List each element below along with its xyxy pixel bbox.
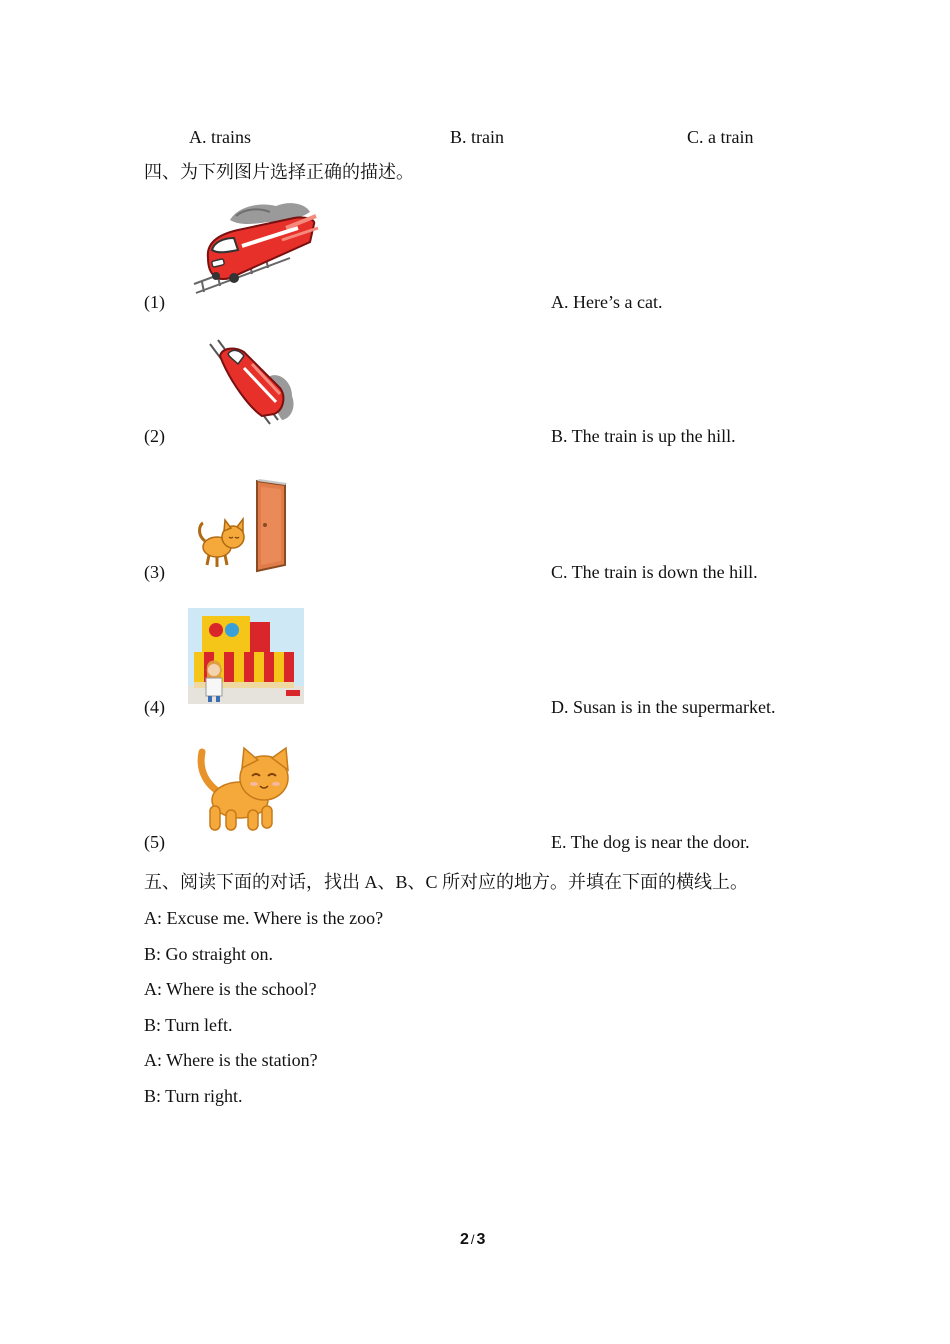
page-total: 3 [476, 1231, 486, 1248]
option-c-description: C. The train is down the hill. [551, 562, 758, 582]
train-icon [190, 198, 320, 298]
option-c-a-train: C. a train [687, 127, 754, 147]
section5-heading: 五、阅读下面的对话，找出 A、B、C 所对应的地方。并填在下面的横线上。 [144, 872, 749, 892]
dialogue-line-4: B: Turn left. [144, 1015, 233, 1035]
cat-door-icon [195, 477, 295, 577]
page-current: 2 [460, 1231, 469, 1248]
item-number-3: (3) [144, 562, 165, 582]
option-b-train: B. train [450, 127, 504, 147]
dialogue-line-5: A: Where is the station? [144, 1050, 318, 1070]
option-b-description: B. The train is up the hill. [551, 426, 736, 446]
option-a-description: A. Here’s a cat. [551, 292, 663, 312]
supermarket-icon [188, 608, 304, 704]
section4-heading: 四、为下列图片选择正确的描述。 [144, 162, 414, 182]
item-number-1: (1) [144, 292, 165, 312]
option-d-description: D. Susan is in the supermarket. [551, 697, 776, 717]
page-separator: / [470, 1232, 475, 1247]
option-a-trains: A. trains [189, 127, 251, 147]
item-number-5: (5) [144, 832, 165, 852]
dialogue-line-2: B: Go straight on. [144, 944, 273, 964]
train-down-icon [200, 336, 300, 431]
item-number-2: (2) [144, 426, 165, 446]
dialogue-line-6: B: Turn right. [144, 1086, 243, 1106]
cat-icon [192, 744, 294, 834]
page-number [460, 1229, 485, 1251]
dialogue-line-3: A: Where is the school? [144, 979, 317, 999]
item-number-4: (4) [144, 697, 165, 717]
dialogue-line-1: A: Excuse me. Where is the zoo? [144, 908, 384, 928]
option-e-description: E. The dog is near the door. [551, 832, 750, 852]
